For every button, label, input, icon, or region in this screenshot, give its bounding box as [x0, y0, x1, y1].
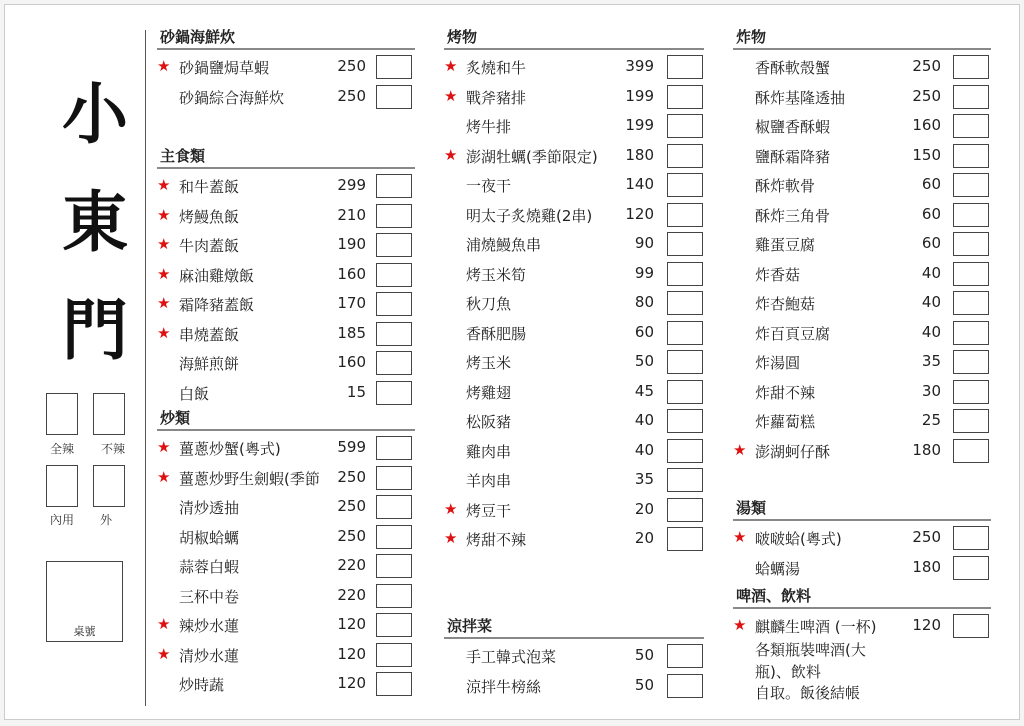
item-price: 35	[634, 470, 654, 488]
item-name: 三杯中卷	[179, 587, 240, 606]
quantity-box[interactable]	[667, 498, 703, 522]
item-name: 和牛蓋飯	[179, 178, 240, 196]
item-price: 120	[337, 644, 366, 663]
star-icon: ★	[157, 615, 171, 633]
item-price: 180	[912, 440, 941, 459]
quantity-box[interactable]	[953, 380, 989, 404]
item-name: 清炒透抽	[179, 499, 240, 517]
item-name: 烤雞翅	[466, 383, 512, 402]
item-price: 40	[921, 293, 941, 311]
not-spicy-label: 不辣	[101, 442, 126, 456]
menu-item	[733, 142, 991, 172]
star-icon: ★	[157, 323, 171, 342]
item-name: 酥炸三角骨	[755, 206, 831, 225]
menu-item	[157, 83, 415, 113]
not-spicy-checkbox[interactable]	[93, 393, 125, 435]
item-price: 210	[337, 205, 366, 224]
quantity-box[interactable]	[667, 527, 703, 551]
item-price: 160	[337, 264, 366, 283]
item-price: 60	[921, 175, 941, 193]
menu-item	[157, 261, 415, 291]
restaurant-logo: 小 東 門	[62, 75, 128, 369]
takeout-label: 外	[100, 513, 113, 527]
menu-item	[733, 319, 991, 349]
item-price: 185	[337, 323, 366, 342]
section-rule	[733, 607, 991, 609]
table-number-label: 桌號	[73, 625, 96, 638]
item-price: 120	[625, 204, 654, 223]
quantity-box[interactable]	[667, 173, 703, 197]
quantity-box[interactable]	[376, 292, 412, 316]
section-title: 烤物	[447, 28, 478, 46]
quantity-box[interactable]	[953, 526, 989, 550]
item-price: 140	[625, 175, 654, 193]
quantity-box[interactable]	[376, 322, 412, 346]
item-name: 霜降豬蓋飯	[179, 296, 255, 314]
item-price: 120	[337, 674, 366, 692]
menu-item	[157, 231, 415, 261]
section-title: 砂鍋海鮮炊	[160, 28, 236, 46]
menu-item	[444, 525, 704, 555]
menu-item	[444, 319, 704, 349]
star-icon: ★	[733, 528, 747, 546]
quantity-box[interactable]	[667, 409, 703, 433]
menu-item	[733, 260, 991, 290]
quantity-box[interactable]	[667, 644, 703, 668]
item-price: 250	[912, 86, 941, 105]
item-name: 蛤蠣湯	[755, 559, 801, 578]
star-icon: ★	[444, 57, 458, 75]
quantity-box[interactable]	[667, 380, 703, 404]
item-price: 20	[634, 499, 654, 518]
item-name: 烤豆干	[466, 501, 512, 520]
note-line: 各類瓶裝啤酒(大	[755, 641, 866, 659]
item-price: 170	[337, 294, 366, 312]
menu-item	[733, 524, 991, 554]
menu-item	[157, 320, 415, 350]
item-name: 手工韓式泡菜	[466, 648, 557, 666]
quantity-box[interactable]	[953, 409, 989, 433]
item-price: 250	[337, 526, 366, 545]
quantity-box[interactable]	[953, 614, 989, 638]
item-price: 50	[634, 352, 654, 370]
quantity-box[interactable]	[376, 55, 412, 79]
item-price: 40	[634, 440, 654, 459]
section-rule	[157, 167, 415, 169]
item-price: 40	[634, 411, 654, 429]
quantity-box[interactable]	[376, 466, 412, 490]
menu-item	[733, 612, 991, 642]
menu-item	[444, 201, 704, 231]
item-name: 炸甜不辣	[755, 383, 816, 402]
item-price: 90	[634, 234, 654, 252]
menu-item	[444, 672, 704, 702]
item-price: 160	[912, 116, 941, 134]
item-name: 清炒水蓮	[179, 646, 240, 665]
menu-item	[733, 171, 991, 201]
item-name: 炸杏鮑菇	[755, 295, 816, 313]
quantity-box[interactable]	[376, 233, 412, 257]
section-title: 炸物	[736, 28, 767, 46]
item-name: 明太子炙燒雞(2串)	[466, 206, 593, 225]
item-name: 烤牛排	[466, 118, 512, 136]
item-name: 砂鍋鹽焗草蝦	[179, 59, 270, 77]
menu-item	[733, 230, 991, 260]
menu-item	[157, 611, 415, 641]
quantity-box[interactable]	[376, 263, 412, 287]
item-name: 辣炒水蓮	[179, 617, 240, 635]
quantity-box[interactable]	[667, 291, 703, 315]
item-name: 酥炸軟骨	[755, 177, 816, 195]
item-price: 250	[337, 497, 366, 515]
menu-section	[157, 407, 415, 700]
item-price: 599	[337, 438, 366, 456]
item-name: 鹽酥霜降豬	[755, 147, 831, 166]
item-name: 蒜蓉白蝦	[179, 558, 240, 576]
quantity-box[interactable]	[667, 203, 703, 227]
item-name: 烤甜不辣	[466, 531, 527, 549]
item-price: 250	[912, 57, 941, 75]
quantity-box[interactable]	[667, 114, 703, 138]
item-name: 炙燒和牛	[466, 59, 527, 77]
item-name: 酥炸基隆透抽	[755, 88, 846, 107]
dine-in-label: 內用	[50, 513, 75, 527]
menu-item	[444, 230, 704, 260]
quantity-box[interactable]	[376, 495, 412, 519]
item-name: 澎湖蚵仔酥	[755, 442, 831, 461]
star-icon: ★	[157, 264, 171, 283]
menu-item	[157, 582, 415, 612]
menu-section	[733, 497, 991, 583]
menu-item	[157, 552, 415, 582]
quantity-box[interactable]	[376, 436, 412, 460]
menu-section	[157, 145, 415, 408]
quantity-box[interactable]	[376, 672, 412, 696]
quantity-box[interactable]	[953, 55, 989, 79]
item-price: 60	[921, 234, 941, 252]
item-name: 胡椒蛤蠣	[179, 528, 240, 547]
item-price: 99	[634, 263, 654, 282]
menu-item	[733, 554, 991, 584]
menu-item	[444, 642, 704, 672]
item-price: 250	[912, 528, 941, 546]
item-name: 白飯	[179, 384, 210, 403]
item-name: 烤鰻魚飯	[179, 207, 240, 226]
menu-item	[157, 493, 415, 523]
section-title: 湯類	[736, 499, 767, 517]
item-name: 香酥肥腸	[466, 324, 527, 343]
takeout-checkbox[interactable]	[93, 465, 125, 507]
item-name: 浦燒鰻魚串	[466, 236, 542, 254]
item-name: 啵啵蛤(粵式)	[755, 530, 842, 548]
item-name: 串燒蓋飯	[179, 325, 240, 344]
item-name: 香酥軟殼蟹	[755, 59, 831, 77]
item-price: 25	[921, 411, 941, 429]
menu-item	[444, 171, 704, 201]
item-price: 60	[634, 322, 654, 341]
quantity-box[interactable]	[376, 613, 412, 637]
menu-item	[444, 289, 704, 319]
item-price: 120	[337, 615, 366, 633]
item-name: 松阪豬	[466, 413, 512, 431]
item-name: 炒時蔬	[179, 676, 225, 694]
item-price: 15	[346, 382, 366, 401]
item-name: 薑蔥炒野生劍蝦(季節	[179, 469, 320, 488]
item-name: 澎湖牡蠣(季節限定)	[466, 147, 598, 166]
divider	[145, 30, 146, 706]
item-price: 35	[921, 352, 941, 370]
menu-item	[157, 641, 415, 671]
item-price: 299	[337, 176, 366, 194]
menu-item	[444, 112, 704, 142]
quantity-box[interactable]	[953, 350, 989, 374]
quantity-box[interactable]	[667, 232, 703, 256]
section-rule	[733, 519, 991, 521]
quantity-box[interactable]	[953, 114, 989, 138]
menu-section	[444, 26, 704, 555]
quantity-box[interactable]	[376, 381, 412, 405]
note-line: 瓶)、飲料	[755, 662, 821, 681]
menu-item	[733, 407, 991, 437]
star-icon: ★	[157, 205, 171, 224]
quantity-box[interactable]	[667, 321, 703, 345]
menu-item	[733, 112, 991, 142]
menu-item	[733, 201, 991, 231]
table-number-field[interactable]	[46, 561, 123, 642]
item-price: 180	[625, 145, 654, 164]
item-name: 戰斧豬排	[466, 88, 527, 107]
quantity-box[interactable]	[376, 174, 412, 198]
item-name: 麻油雞燉飯	[179, 266, 255, 285]
quantity-box[interactable]	[953, 85, 989, 109]
menu-item	[733, 348, 991, 378]
star-icon: ★	[733, 440, 747, 459]
menu-item	[157, 379, 415, 409]
item-name: 炸香菇	[755, 265, 801, 284]
item-price: 20	[634, 529, 654, 547]
star-icon: ★	[444, 499, 458, 518]
item-price: 60	[921, 204, 941, 223]
item-name: 炸蘿蔔糕	[755, 413, 816, 431]
menu-item	[444, 142, 704, 172]
menu-item	[157, 172, 415, 202]
item-name: 一夜干	[466, 177, 512, 195]
section-rule	[157, 48, 415, 50]
menu-item	[444, 53, 704, 83]
quantity-box[interactable]	[667, 85, 703, 109]
star-icon: ★	[157, 438, 171, 456]
item-price: 250	[337, 467, 366, 486]
star-icon: ★	[157, 235, 171, 253]
item-name: 雞蛋豆腐	[755, 236, 816, 254]
menu-item	[733, 289, 991, 319]
item-price: 220	[337, 585, 366, 604]
note-line: 自取。飯後結帳	[755, 684, 861, 702]
menu-section	[733, 26, 991, 466]
quantity-box[interactable]	[376, 554, 412, 578]
item-price: 199	[625, 116, 654, 134]
quantity-box[interactable]	[376, 643, 412, 667]
section-rule	[733, 48, 991, 50]
menu-item	[157, 349, 415, 379]
menu-item	[157, 290, 415, 320]
menu-item	[444, 378, 704, 408]
menu-item	[157, 523, 415, 553]
quantity-box[interactable]	[376, 85, 412, 109]
item-price: 45	[634, 381, 654, 400]
item-price: 120	[912, 616, 941, 634]
item-price: 150	[912, 145, 941, 164]
item-name: 雞肉串	[466, 442, 512, 461]
quantity-box[interactable]	[953, 556, 989, 580]
quantity-box[interactable]	[667, 350, 703, 374]
item-name: 涼拌牛榜絲	[466, 677, 542, 696]
quantity-box[interactable]	[953, 262, 989, 286]
menu-item	[733, 53, 991, 83]
quantity-box[interactable]	[376, 525, 412, 549]
item-price: 190	[337, 235, 366, 253]
item-name: 砂鍋綜合海鮮炊	[179, 88, 285, 107]
item-name: 烤玉米	[466, 354, 512, 372]
item-name: 秋刀魚	[466, 295, 512, 313]
quantity-box[interactable]	[953, 173, 989, 197]
item-price: 399	[625, 57, 654, 75]
section-rule	[444, 637, 704, 639]
star-icon: ★	[444, 145, 458, 164]
quantity-box[interactable]	[667, 55, 703, 79]
star-icon: ★	[157, 57, 171, 75]
menu-item	[444, 260, 704, 290]
item-name: 椒鹽香酥蝦	[755, 118, 831, 136]
star-icon: ★	[444, 529, 458, 547]
item-price: 180	[912, 557, 941, 576]
menu-section	[733, 585, 991, 642]
quantity-box[interactable]	[953, 203, 989, 227]
section-title: 涼拌菜	[447, 617, 493, 635]
menu-item	[444, 466, 704, 496]
quantity-box[interactable]	[953, 232, 989, 256]
menu-item	[157, 670, 415, 700]
quantity-box[interactable]	[376, 584, 412, 608]
quantity-box[interactable]	[667, 674, 703, 698]
item-price: 80	[634, 293, 654, 311]
menu-item	[157, 434, 415, 464]
item-name: 炸湯圓	[755, 354, 801, 372]
section-rule	[444, 48, 704, 50]
quantity-box[interactable]	[667, 439, 703, 463]
menu-item	[444, 83, 704, 113]
item-name: 炸百頁豆腐	[755, 324, 831, 343]
star-icon: ★	[157, 176, 171, 194]
quantity-box[interactable]	[953, 144, 989, 168]
quantity-box[interactable]	[953, 291, 989, 315]
drinks-note	[755, 640, 885, 705]
menu-section	[444, 615, 704, 701]
item-price: 220	[337, 556, 366, 574]
menu-item	[444, 407, 704, 437]
section-title: 主食類	[160, 147, 206, 165]
menu-item	[157, 202, 415, 232]
quantity-box[interactable]	[953, 321, 989, 345]
star-icon: ★	[733, 616, 747, 634]
spicy-checkbox[interactable]	[46, 393, 78, 435]
item-price: 50	[634, 675, 654, 694]
menu-item	[444, 437, 704, 467]
menu-item	[733, 437, 991, 467]
item-name: 牛肉蓋飯	[179, 237, 240, 255]
item-name: 烤玉米筍	[466, 265, 527, 284]
quantity-box[interactable]	[667, 468, 703, 492]
quantity-box[interactable]	[667, 262, 703, 286]
menu-item	[444, 348, 704, 378]
item-name: 羊肉串	[466, 472, 512, 490]
quantity-box[interactable]	[667, 144, 703, 168]
item-price: 160	[337, 353, 366, 371]
item-name: 海鮮煎餅	[179, 355, 240, 373]
item-price: 199	[625, 86, 654, 105]
item-price: 250	[337, 57, 366, 75]
section-title: 炒類	[160, 409, 191, 427]
menu-item	[733, 378, 991, 408]
quantity-box[interactable]	[376, 204, 412, 228]
menu-item	[733, 83, 991, 113]
menu-item	[444, 496, 704, 526]
item-price: 30	[921, 381, 941, 400]
menu-item	[157, 464, 415, 494]
dine-in-checkbox[interactable]	[46, 465, 78, 507]
star-icon: ★	[157, 644, 171, 663]
quantity-box[interactable]	[376, 351, 412, 375]
menu-item	[157, 53, 415, 83]
item-price: 40	[921, 263, 941, 282]
item-name: 麒麟生啤酒 (一杯)	[755, 618, 877, 636]
star-icon: ★	[157, 467, 171, 486]
section-title: 啤酒、飲料	[736, 587, 812, 605]
spicy-label: 全辣	[50, 442, 75, 456]
star-icon: ★	[157, 294, 171, 312]
item-price: 250	[337, 86, 366, 105]
star-icon: ★	[444, 86, 458, 105]
item-price: 50	[634, 646, 654, 664]
quantity-box[interactable]	[953, 439, 989, 463]
section-rule	[157, 429, 415, 431]
item-name: 薑蔥炒蟹(粵式)	[179, 440, 281, 458]
menu-section	[157, 26, 415, 112]
item-price: 40	[921, 322, 941, 341]
